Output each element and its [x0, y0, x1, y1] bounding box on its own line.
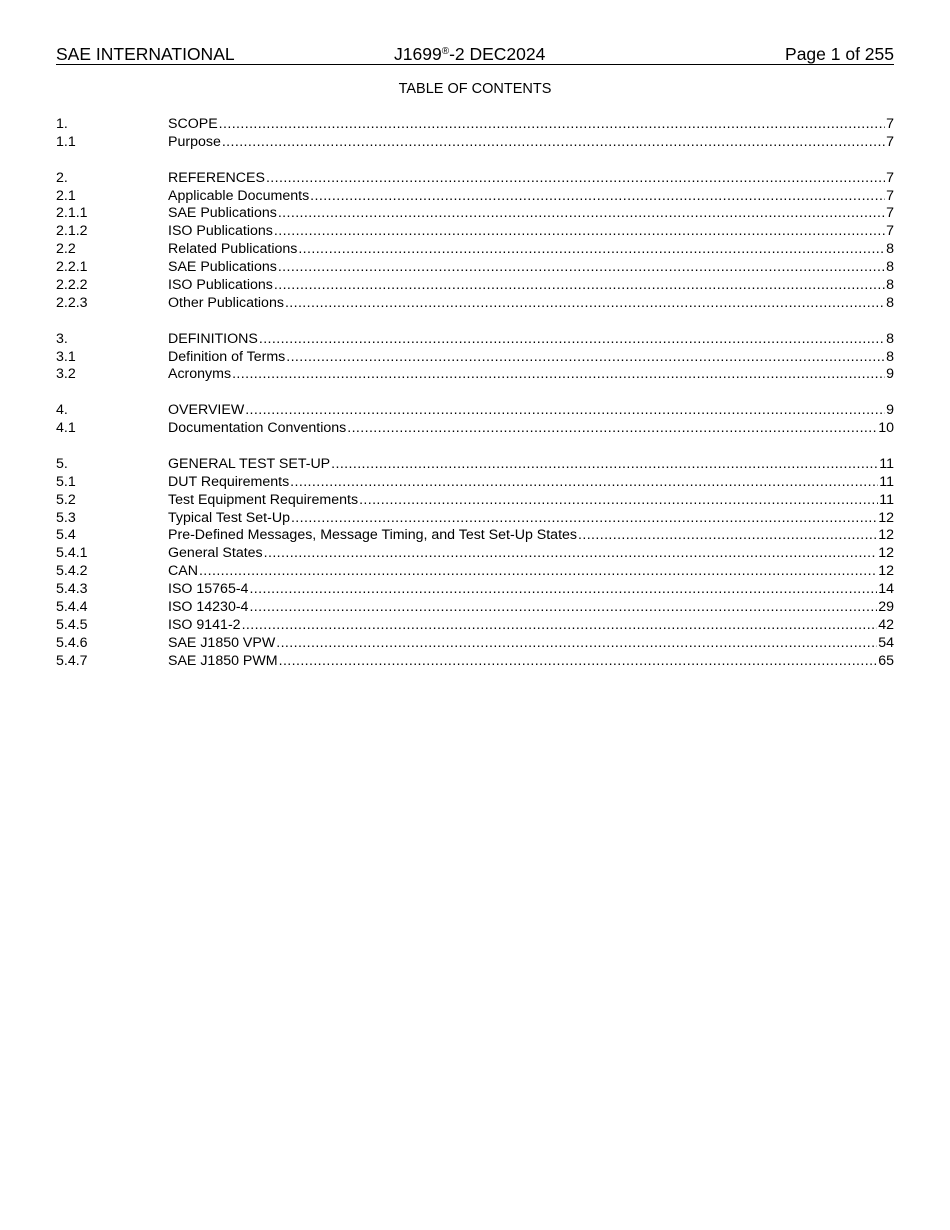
toc-section-title: Pre-Defined Messages, Message Timing, and Test Set-Up States — [168, 527, 578, 544]
toc-section-number: 5.4.3 — [56, 581, 88, 598]
toc-section-gap — [56, 152, 894, 170]
toc-section-number: 3. — [56, 330, 68, 347]
toc-section-number: 5.4.6 — [56, 634, 88, 651]
toc-entry[interactable] — [56, 527, 894, 545]
toc-page-number: 7 — [886, 133, 894, 150]
toc-section-title: General States — [168, 545, 263, 562]
toc-entry-line — [168, 510, 894, 528]
toc-section-title: ISO 14230-4 — [168, 599, 249, 616]
toc-entry[interactable] — [56, 402, 894, 420]
toc-page-number: 8 — [886, 277, 894, 294]
toc-section-number: 5.4.4 — [56, 599, 88, 616]
toc-entry-line — [168, 331, 894, 349]
toc-entry-line — [168, 349, 894, 367]
toc-page-number: 12 — [878, 509, 894, 526]
registered-mark: ® — [441, 46, 450, 57]
toc-section-number: 5.4.2 — [56, 563, 88, 580]
toc-entry[interactable] — [56, 635, 894, 653]
toc-entry-line — [168, 223, 894, 241]
toc-title: TABLE OF CONTENTS — [398, 81, 552, 97]
toc-entry[interactable] — [56, 259, 894, 277]
toc-section-number: 4.1 — [56, 420, 76, 437]
toc-section-number: 4. — [56, 402, 68, 419]
toc-dot-leader — [278, 205, 885, 223]
toc-page-number: 14 — [878, 581, 894, 598]
toc-page-number: 7 — [886, 169, 894, 186]
toc-section-number: 5.4 — [56, 527, 76, 544]
toc-entry[interactable] — [56, 223, 894, 241]
toc-entry-line — [168, 599, 894, 617]
toc-section-gap — [56, 384, 894, 402]
toc-entry[interactable] — [56, 241, 894, 259]
toc-page-number: 7 — [886, 205, 894, 222]
toc-dot-leader — [266, 170, 885, 188]
toc-page-number: 42 — [878, 616, 894, 633]
toc-entry[interactable] — [56, 116, 894, 134]
toc-section-number: 5. — [56, 455, 68, 472]
toc-section-title: Related Publications — [168, 241, 298, 258]
toc-dot-leader — [199, 563, 877, 581]
toc-entry[interactable] — [56, 510, 894, 528]
toc-entry-line — [168, 241, 894, 259]
toc-entry-line — [168, 170, 894, 188]
toc-section-title: Definition of Terms — [168, 348, 286, 365]
table-of-contents — [56, 116, 894, 671]
toc-section-number: 2.2.2 — [56, 277, 88, 294]
toc-dot-leader — [278, 259, 885, 277]
toc-entry-line — [168, 295, 894, 313]
toc-entry[interactable] — [56, 492, 894, 510]
toc-dot-leader — [291, 510, 877, 528]
toc-entry-line — [168, 402, 894, 420]
toc-section-title: Purpose — [168, 133, 221, 150]
toc-section-title: SAE Publications — [168, 259, 277, 276]
toc-dot-leader — [222, 134, 885, 152]
toc-page-number: 11 — [879, 491, 894, 508]
organization-name: SAE INTERNATIONAL — [56, 44, 235, 64]
toc-page-number: 8 — [886, 294, 894, 311]
toc-entry[interactable] — [56, 420, 894, 438]
toc-entry-line — [168, 420, 894, 438]
toc-entry[interactable] — [56, 599, 894, 617]
toc-section-number: 2.1.2 — [56, 223, 88, 240]
toc-dot-leader — [274, 277, 885, 295]
document-number — [394, 44, 545, 64]
toc-entry-line — [168, 653, 894, 671]
toc-entry-line — [168, 188, 894, 206]
toc-dot-leader — [274, 223, 885, 241]
toc-entry[interactable] — [56, 563, 894, 581]
toc-entry-line — [168, 366, 894, 384]
toc-section-title: Typical Test Set-Up — [168, 509, 290, 526]
toc-page-number: 11 — [879, 455, 894, 472]
toc-section-title: SAE J1850 VPW — [168, 634, 276, 651]
toc-page-number: 10 — [878, 420, 894, 437]
toc-dot-leader — [578, 527, 877, 545]
toc-section-gap — [56, 313, 894, 331]
toc-entry-line — [168, 116, 894, 134]
toc-section-number: 2.2.1 — [56, 259, 88, 276]
toc-entry[interactable] — [56, 277, 894, 295]
toc-dot-leader — [279, 653, 878, 671]
toc-dot-leader — [249, 599, 877, 617]
toc-dot-leader — [232, 366, 885, 384]
toc-section-number: 5.4.5 — [56, 616, 88, 633]
toc-entry-line — [168, 134, 894, 152]
document-number-base: J1699 — [394, 44, 442, 64]
toc-section-number: 3.1 — [56, 348, 76, 365]
toc-entry-line — [168, 474, 894, 492]
toc-entry-line — [168, 563, 894, 581]
toc-page-number: 54 — [878, 634, 894, 651]
toc-page-number: 65 — [878, 652, 894, 669]
toc-page-number: 7 — [886, 116, 894, 132]
toc-entry[interactable] — [56, 295, 894, 313]
toc-section-number: 5.4.1 — [56, 545, 88, 562]
toc-section-title: Other Publications — [168, 294, 284, 311]
toc-dot-leader — [310, 188, 885, 206]
toc-page-number: 7 — [886, 187, 894, 204]
toc-section-title: ISO 9141-2 — [168, 616, 241, 633]
toc-section-title: SAE Publications — [168, 205, 277, 222]
toc-page-number: 12 — [878, 563, 894, 580]
toc-page-number: 12 — [878, 545, 894, 562]
toc-entry[interactable] — [56, 331, 894, 349]
toc-section-number: 2.1 — [56, 187, 76, 204]
toc-dot-leader — [285, 295, 885, 313]
toc-dot-leader — [219, 116, 885, 134]
toc-section-title: Applicable Documents — [168, 187, 310, 204]
toc-page-number: 12 — [878, 527, 894, 544]
toc-entry[interactable] — [56, 170, 894, 188]
toc-section-title: CAN — [168, 563, 198, 580]
toc-page-number: 29 — [878, 599, 894, 616]
toc-entry-line — [168, 277, 894, 295]
toc-section-title: REFERENCES — [168, 169, 265, 186]
toc-section-number: 2.2.3 — [56, 294, 88, 311]
toc-section-number: 5.4.7 — [56, 652, 88, 669]
toc-section-number: 3.2 — [56, 366, 76, 383]
toc-section-title: Documentation Conventions — [168, 420, 347, 437]
toc-entry-line — [168, 635, 894, 653]
toc-entry[interactable] — [56, 349, 894, 367]
toc-entry[interactable] — [56, 134, 894, 152]
toc-section-number: 1. — [56, 116, 68, 132]
toc-page-number: 8 — [886, 241, 894, 258]
toc-entry[interactable] — [56, 188, 894, 206]
toc-dot-leader — [286, 349, 885, 367]
toc-section-number: 5.2 — [56, 491, 76, 508]
toc-dot-leader — [264, 545, 878, 563]
toc-dot-leader — [290, 474, 878, 492]
toc-dot-leader — [347, 420, 877, 438]
toc-entry[interactable] — [56, 545, 894, 563]
toc-page-number: 8 — [886, 259, 894, 276]
toc-section-title: ISO Publications — [168, 223, 273, 240]
toc-page-number: 9 — [886, 366, 894, 383]
toc-page-number: 7 — [886, 223, 894, 240]
toc-dot-leader — [249, 581, 877, 599]
toc-entry[interactable] — [56, 366, 894, 384]
toc-section-title: Acronyms — [168, 366, 232, 383]
toc-page-number: 9 — [886, 402, 894, 419]
toc-section-number: 5.1 — [56, 473, 76, 490]
toc-section-number: 2.1.1 — [56, 205, 88, 222]
toc-dot-leader — [359, 492, 878, 510]
toc-page-number: 8 — [886, 330, 894, 347]
toc-section-title: DEFINITIONS — [168, 330, 258, 347]
toc-section-title: Test Equipment Requirements — [168, 491, 359, 508]
toc-section-number: 5.3 — [56, 509, 76, 526]
toc-section-title: SCOPE — [168, 116, 218, 132]
page-number: Page 1 of 255 — [785, 44, 894, 64]
toc-section-title: DUT Requirements — [168, 473, 290, 490]
page-header — [56, 44, 894, 65]
toc-entry[interactable] — [56, 205, 894, 223]
toc-section-title: ISO Publications — [168, 277, 273, 294]
toc-dot-leader — [331, 456, 878, 474]
toc-entry[interactable] — [56, 474, 894, 492]
toc-section-gap — [56, 438, 894, 456]
toc-entry-line — [168, 492, 894, 510]
toc-page-number: 11 — [879, 473, 894, 490]
toc-entry-line — [168, 456, 894, 474]
toc-entry-line — [168, 205, 894, 223]
toc-dot-leader — [298, 241, 885, 259]
toc-page-number: 8 — [886, 348, 894, 365]
toc-entry[interactable] — [56, 456, 894, 474]
toc-section-title: OVERVIEW — [168, 402, 245, 419]
toc-section-title: GENERAL TEST SET-UP — [168, 455, 331, 472]
toc-entry-line — [168, 259, 894, 277]
toc-dot-leader — [276, 635, 877, 653]
toc-entry-line — [168, 581, 894, 599]
document-number-suffix: -2 DEC2024 — [449, 44, 546, 64]
toc-section-number: 2. — [56, 169, 68, 186]
toc-section-title: ISO 15765-4 — [168, 581, 249, 598]
toc-dot-leader — [259, 331, 885, 349]
toc-entry-line — [168, 545, 894, 563]
toc-entry[interactable] — [56, 581, 894, 599]
toc-section-title: SAE J1850 PWM — [168, 652, 278, 669]
toc-section-number: 1.1 — [56, 133, 76, 150]
toc-dot-leader — [242, 617, 878, 635]
toc-entry[interactable] — [56, 653, 894, 671]
toc-entry-line — [168, 527, 894, 545]
toc-dot-leader — [245, 402, 885, 420]
toc-entry[interactable] — [56, 617, 894, 635]
toc-entry-line — [168, 617, 894, 635]
toc-section-number: 2.2 — [56, 241, 76, 258]
